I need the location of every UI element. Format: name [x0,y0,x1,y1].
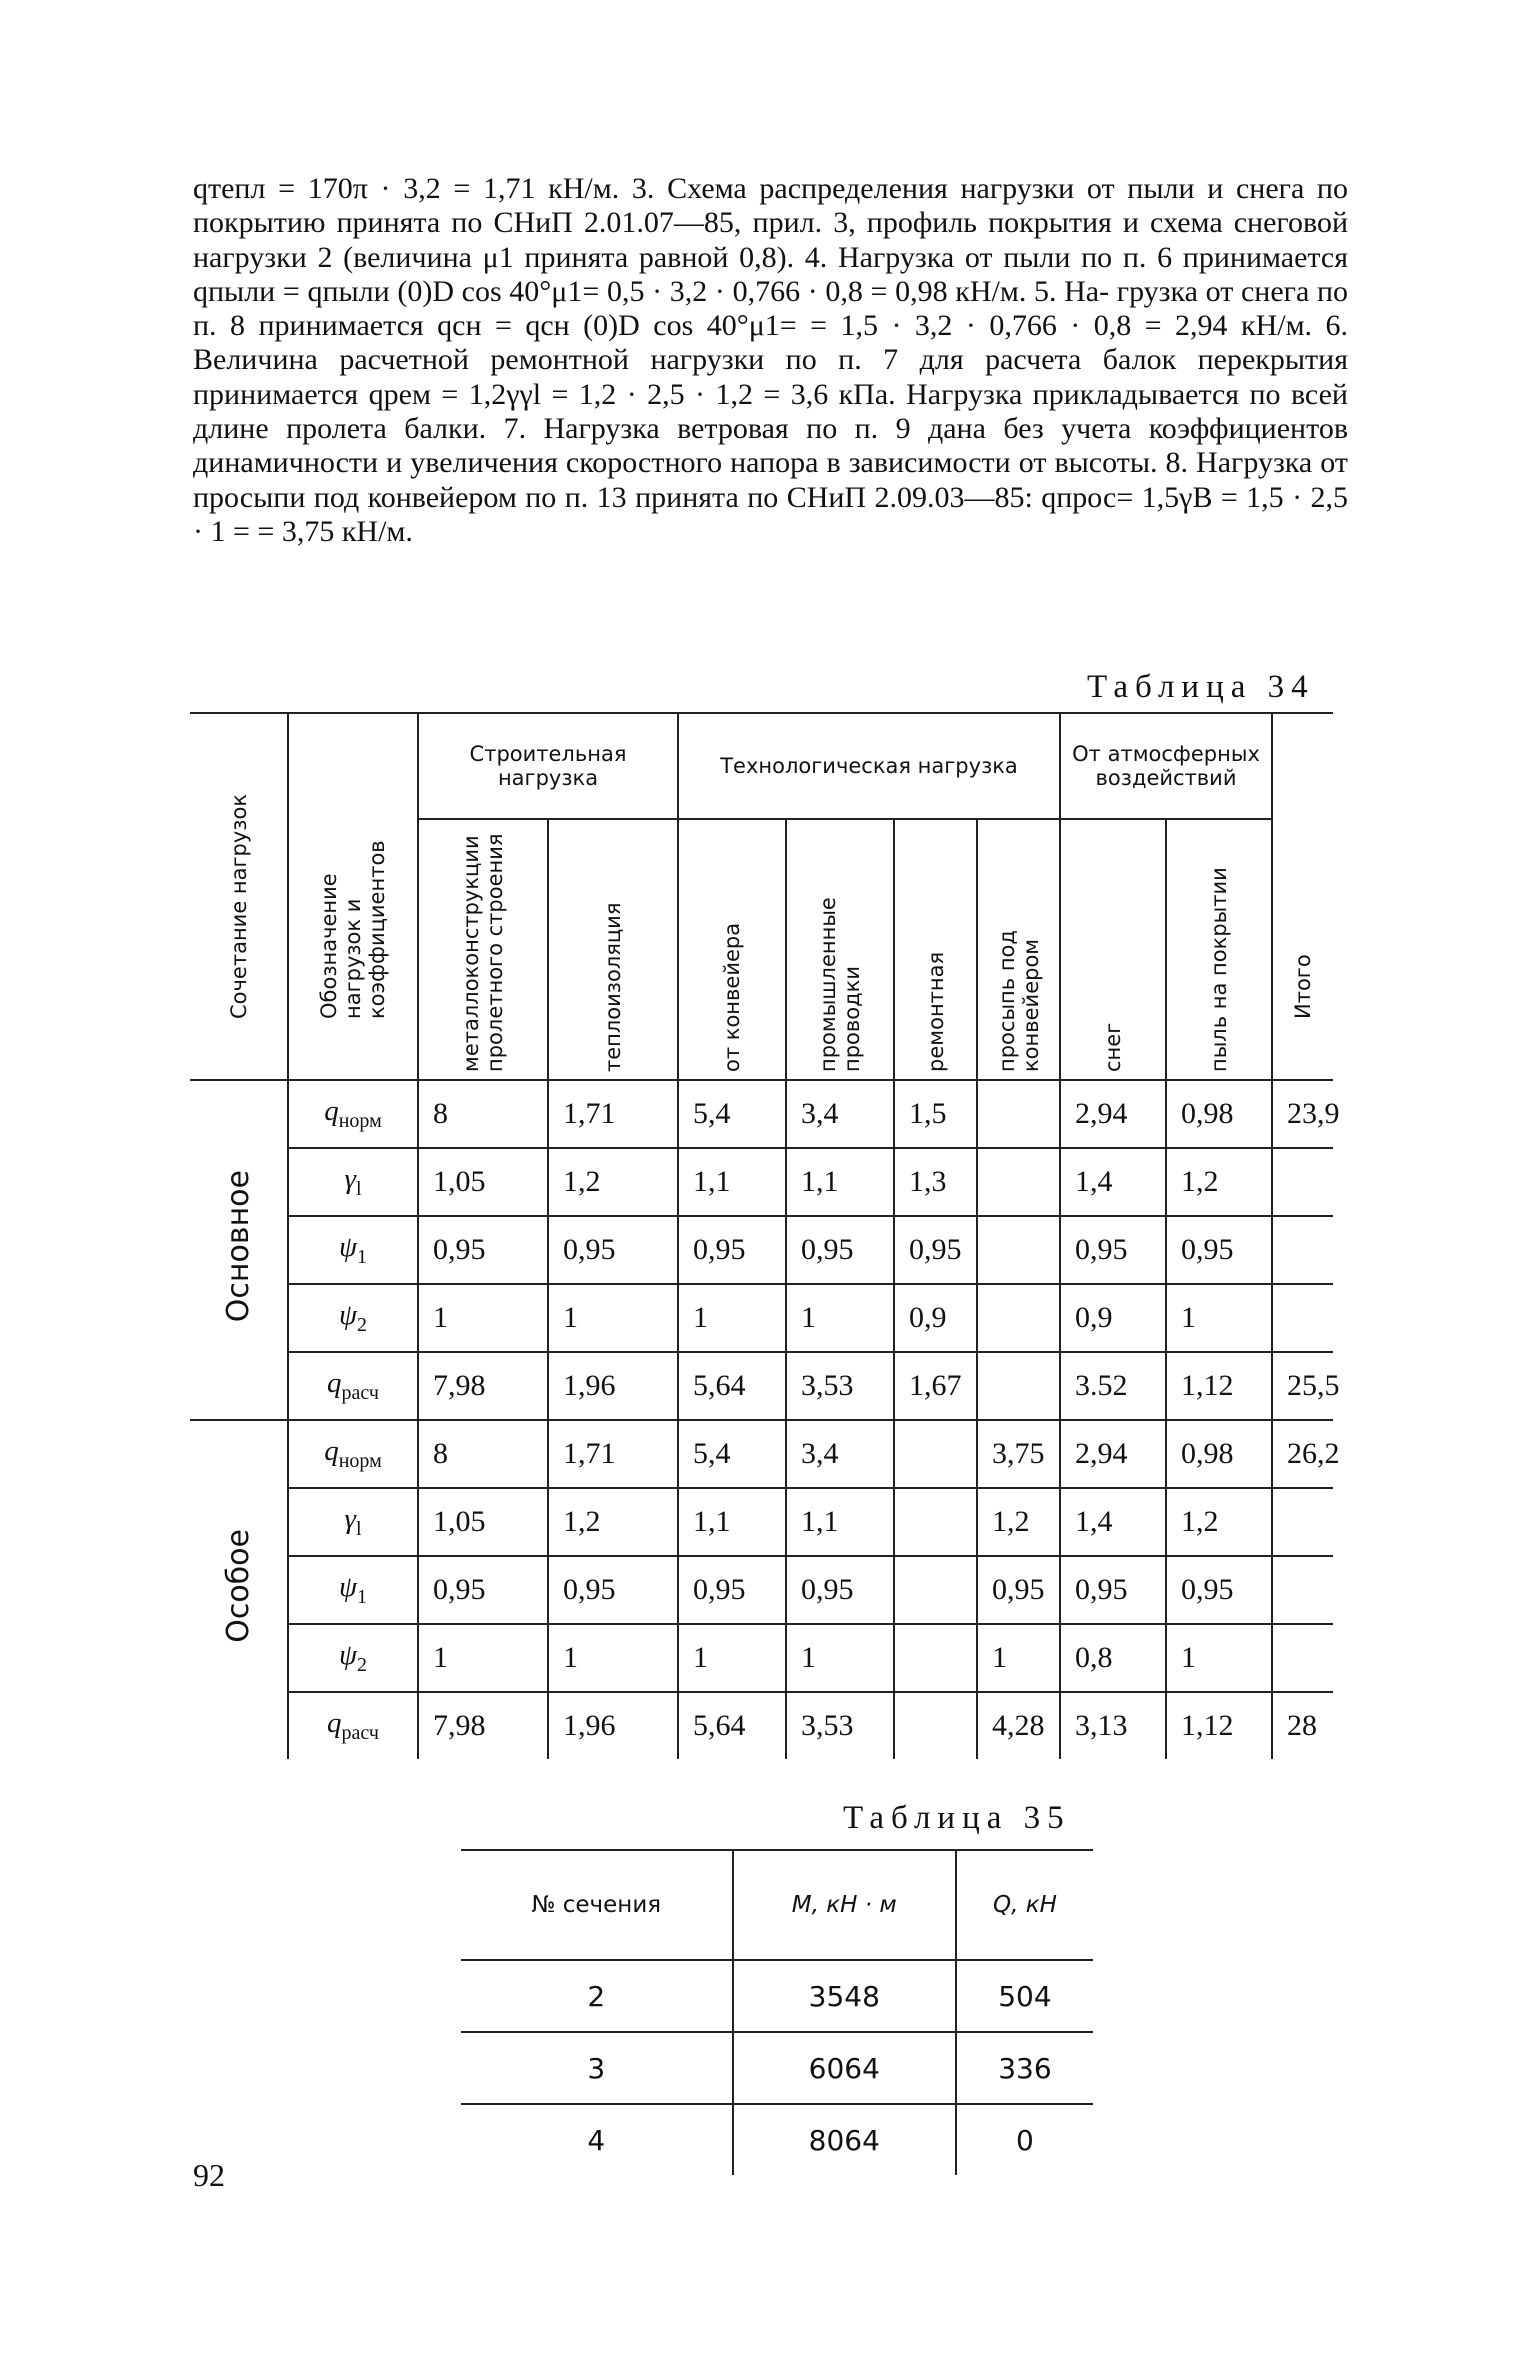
table-cell: 0,95 [1060,1556,1166,1624]
coefficient-symbol: $\psi_2$ [288,1284,418,1352]
table-row [190,1080,1333,1148]
table-cell: 3,13 [1060,1692,1166,1759]
table-cell: 1 [418,1284,548,1352]
page-number: 92 [193,2157,225,2193]
table-cell [977,1284,1060,1352]
table-cell: 0 [956,2104,1093,2175]
table-cell: 1,3 [894,1148,977,1216]
table-cell: 5,4 [678,1080,786,1148]
coefficient-symbol: $q_{норм}$ [288,1080,418,1148]
table-cell: 1 [786,1284,894,1352]
table-cell: 0,95 [894,1216,977,1284]
table-cell: 3.52 [1060,1352,1166,1420]
table-cell: 6064 [733,2032,956,2104]
table-cell: 0,8 [1060,1624,1166,1692]
table-cell [1272,1556,1333,1624]
table-cell [1272,1148,1333,1216]
coefficient-symbol: $\psi_2$ [288,1624,418,1692]
coefficient-symbol: $\gamma_l$ [288,1488,418,1556]
table-cell: 1 [548,1624,678,1692]
table-cell [894,1692,977,1759]
table-cell: 28 [1272,1692,1333,1759]
table-cell: 7,98 [418,1352,548,1420]
table-row [190,1284,1333,1352]
table-cell: 5,64 [678,1692,786,1759]
table-cell: 3 [461,2032,733,2104]
table-cell: 5,4 [678,1420,786,1488]
table-cell: 1 [548,1284,678,1352]
table-cell: 0,95 [678,1556,786,1624]
coefficient-symbol: $\psi_1$ [288,1216,418,1284]
table-cell: 1,71 [548,1080,678,1148]
header-moment: M, кН · м [733,1850,956,1960]
table-cell: 5,64 [678,1352,786,1420]
header-group-construction: Строительная нагрузка [418,713,678,819]
header-repair: ремонтная [894,819,977,1080]
table-cell: 504 [956,1960,1093,2032]
table-cell: 1,2 [977,1488,1060,1556]
header-group-technological: Технологическая нагрузка [678,713,1060,819]
table-cell: 8 [418,1420,548,1488]
header-insulation: теплоизоляция [548,819,678,1080]
coefficient-symbol: $q_{расч}$ [288,1352,418,1420]
table-cell: 2,94 [1060,1420,1166,1488]
header-section: № сечения [461,1850,733,1960]
table-cell: 23,9 [1272,1080,1333,1148]
table-cell: 336 [956,2032,1093,2104]
table-cell: 0,95 [786,1216,894,1284]
coefficient-symbol: $\psi_1$ [288,1556,418,1624]
table-cell: 0,95 [786,1556,894,1624]
table-cell [977,1148,1060,1216]
table-cell: 0,95 [977,1556,1060,1624]
table-cell: 0,95 [418,1216,548,1284]
table-row [190,1692,1333,1759]
paragraph: qтепл = 170π · 3,2 = 1,71 кН/м. 3. Схема распределения нагрузки от пыли и снега по покрытию принята по СНиП 2.01.07—85, прил. 3, профиль покрытия и схема снеговой нагрузки 2 (величина μ1 принята равной 0,8). 4. Нагрузка от пыли по п. 6 принимается qпыли = qпыли (0)D cos 40°μ1= 0,5 · 3,2 · 0,766 · 0,8 = 0,98 кН/м. 5. На- грузка от снега по п. 8 принимается qсн = qсн (0)D cos 40°μ1= = 1,5 · 3,2 · 0,766 · 0,8 = 2,94 кН/м. 6. Величина расчетной ремонтной нагрузки по п. 7 для расчета балок перекрытия принимается qрем = 1,2γγl = 1,2 · 2,5 · 1,2 = 3,6 кПа. Нагрузка прикладывается по всей длине пролета балки. 7. Нагрузка ветровая по п. 9 дана без учета коэффициентов динамичности и увеличения скоростного напора в зависимости от высоты. 8. Нагрузка от просыпи под конвейером по п. 13 принята по СНиП 2.09.03—85: qпрос= 1,5γB = 1,5 · 2,5 · 1 = = 3,75 кН/м. [193,172,1348,548]
header-shear: Q, кН [956,1850,1093,1960]
combination-label: Особое [221,1529,256,1643]
table-cell: 1,5 [894,1080,977,1148]
table-35-caption: Таблица 35 [843,1800,1071,1836]
table-cell: 1,12 [1166,1692,1272,1759]
table-cell: 0,95 [1166,1216,1272,1284]
table-cell [1272,1284,1333,1352]
table-34-caption: Таблица 34 [1087,669,1315,705]
table-cell: 1,05 [418,1148,548,1216]
table-row [190,1216,1333,1284]
table-cell: 0,95 [418,1556,548,1624]
table-cell: 1,1 [786,1148,894,1216]
header-spill: просыпь под конвейером [977,819,1060,1080]
table-cell: 0,95 [678,1216,786,1284]
table-cell: 2 [461,1960,733,2032]
table-cell: 0,95 [548,1556,678,1624]
table-row [190,1624,1333,1692]
table-cell [977,1080,1060,1148]
table-cell [1272,1488,1333,1556]
table-cell: 1 [786,1624,894,1692]
table-cell: 1,1 [678,1488,786,1556]
table-row [190,1148,1333,1216]
table-cell: 0,9 [894,1284,977,1352]
table-cell [894,1488,977,1556]
header-wiring: промышленные проводки [786,819,894,1080]
table-cell: 3,4 [786,1420,894,1488]
header-combination: Сочетание нагрузок [190,713,288,1080]
table-cell: 1,2 [548,1148,678,1216]
table-cell: 1 [1166,1624,1272,1692]
coefficient-symbol: $\gamma_l$ [288,1148,418,1216]
table-row [461,2032,1093,2104]
table-cell [977,1352,1060,1420]
header-total: Итого [1272,713,1333,1080]
table-cell: 8064 [733,2104,956,2175]
table-cell: 0,98 [1166,1420,1272,1488]
table-cell: 0,95 [1166,1556,1272,1624]
table-cell [894,1556,977,1624]
table-row [190,1420,1333,1488]
header-metal: металлоконструкции пролетного строения [418,819,548,1080]
table-cell: 1,1 [678,1148,786,1216]
table-cell: 1,2 [1166,1488,1272,1556]
table-cell: 3548 [733,1960,956,2032]
coefficient-symbol: $q_{норм}$ [288,1420,418,1488]
table-cell: 2,94 [1060,1080,1166,1148]
table-cell: 4 [587,2123,606,2157]
header-snow: снег [1060,819,1166,1080]
table-cell [1272,1624,1333,1692]
table-cell [1272,1216,1333,1284]
table-cell [894,1624,977,1692]
table-cell: 1,05 [418,1488,548,1556]
table-cell [894,1420,977,1488]
table-row [461,2104,1093,2175]
coefficient-symbol: $q_{расч}$ [288,1692,418,1759]
table-row [190,1556,1333,1624]
table-cell: 0,95 [548,1216,678,1284]
table-row [461,1960,1093,2032]
table-cell: 1 [678,1284,786,1352]
body-text [193,172,1348,549]
section-forces-table [461,1849,1093,2175]
table-cell: 0,9 [1060,1284,1166,1352]
table-cell: 1,4 [1060,1488,1166,1556]
table-cell: 1 [977,1624,1060,1692]
table-cell: 7,98 [418,1692,548,1759]
table-cell: 1,96 [548,1692,678,1759]
table-cell: 0,95 [1060,1216,1166,1284]
header-designation: Обозначение нагрузок и коэффициентов [288,713,418,1080]
table-cell: 1,2 [548,1488,678,1556]
table-cell: 3,75 [977,1420,1060,1488]
table-cell: 3,53 [786,1692,894,1759]
table-cell: 1,2 [1166,1148,1272,1216]
table-cell: 3,4 [786,1080,894,1148]
table-cell: 8 [418,1080,548,1148]
table-row [190,1352,1333,1420]
combination-label: Основное [190,1080,288,1420]
table-cell: 1,1 [786,1488,894,1556]
table-cell: 3,53 [786,1352,894,1420]
table-row [190,1488,1333,1556]
table-cell: 26,2 [1272,1420,1333,1488]
table-cell: 1 [1166,1284,1272,1352]
table-cell: 1,12 [1166,1352,1272,1420]
load-combination-table [190,712,1340,1759]
table-cell: 4,28 [977,1692,1060,1759]
header-conveyor: от конвейера [678,819,786,1080]
table-cell: 1 [418,1624,548,1692]
table-cell: 1,4 [1060,1148,1166,1216]
table-cell: 1 [678,1624,786,1692]
table-cell: 1,96 [548,1352,678,1420]
table-cell: 1,67 [894,1352,977,1420]
table-cell: 25,5 [1272,1352,1333,1420]
header-group-atmospheric: От атмосферных воздействий [1060,713,1272,819]
header-dust: пыль на покрытии [1166,819,1272,1080]
table-cell: 1,71 [548,1420,678,1488]
table-cell: 0,98 [1166,1080,1272,1148]
table-cell [977,1216,1060,1284]
